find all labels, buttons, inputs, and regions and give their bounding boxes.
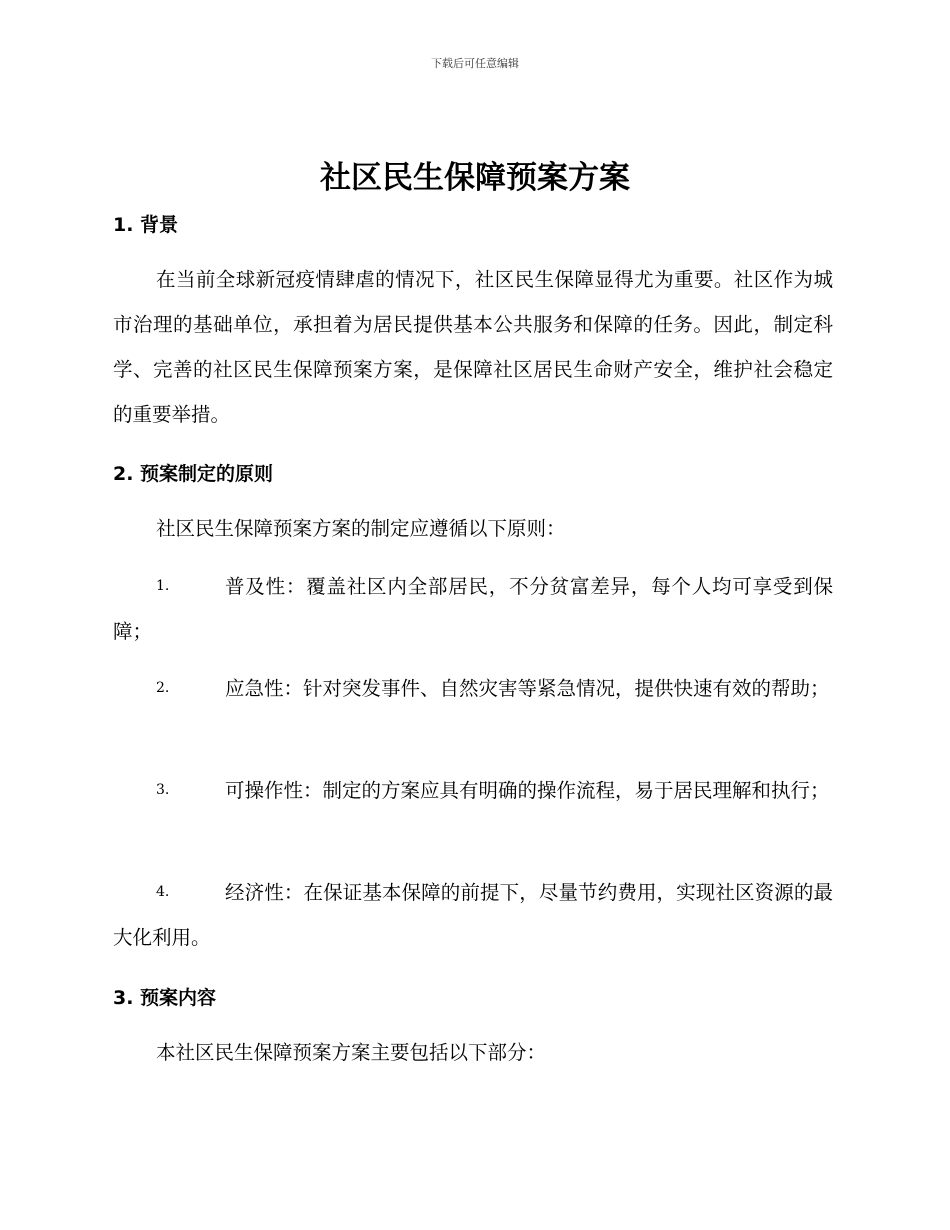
list-item-number: 4. xyxy=(156,884,170,900)
list-item-text: 普及性：覆盖社区内全部居民，不分贫富差异，每个人均可享受到保障； xyxy=(113,575,833,643)
document-title: 社区民生保障预案方案 xyxy=(320,160,630,196)
section-heading-content: 3. 预案内容 xyxy=(113,987,217,1009)
list-item xyxy=(113,564,833,654)
background-paragraph: 在当前全球新冠疫情肆虐的情况下，社区民生保障显得尤为重要。社区作为城市治理的基础单位，承担着为居民提供基本公共服务和保障的任务。因此，制定科学、完善的社区民生保障预案方案，是保障社区居民生命财产安全，维护社会稳定的重要举措。 xyxy=(113,268,833,426)
header-note: 下载后可任意编辑 xyxy=(431,57,519,70)
list-item-number: 2. xyxy=(156,680,170,696)
list-item-text: 应急性：针对突发事件、自然灾害等紧急情况，提供快速有效的帮助； xyxy=(225,677,830,700)
list-item-number: 1. xyxy=(156,578,170,594)
section-heading-background: 1. 背景 xyxy=(113,214,179,236)
list-item xyxy=(113,666,833,711)
principles-intro: 社区民生保障预案方案的制定应遵循以下原则： xyxy=(156,517,566,540)
list-item xyxy=(113,870,833,960)
list-item-text: 可操作性：制定的方案应具有明确的操作流程，易于居民理解和执行； xyxy=(225,779,830,802)
section-heading-principles: 2. 预案制定的原则 xyxy=(113,463,274,485)
list-item xyxy=(113,768,833,813)
content-intro: 本社区民生保障预案方案主要包括以下部分： xyxy=(156,1041,547,1064)
list-item-number: 3. xyxy=(156,782,170,798)
list-item-text: 经济性：在保证基本保障的前提下，尽量节约费用，实现社区资源的最大化利用。 xyxy=(113,881,833,949)
